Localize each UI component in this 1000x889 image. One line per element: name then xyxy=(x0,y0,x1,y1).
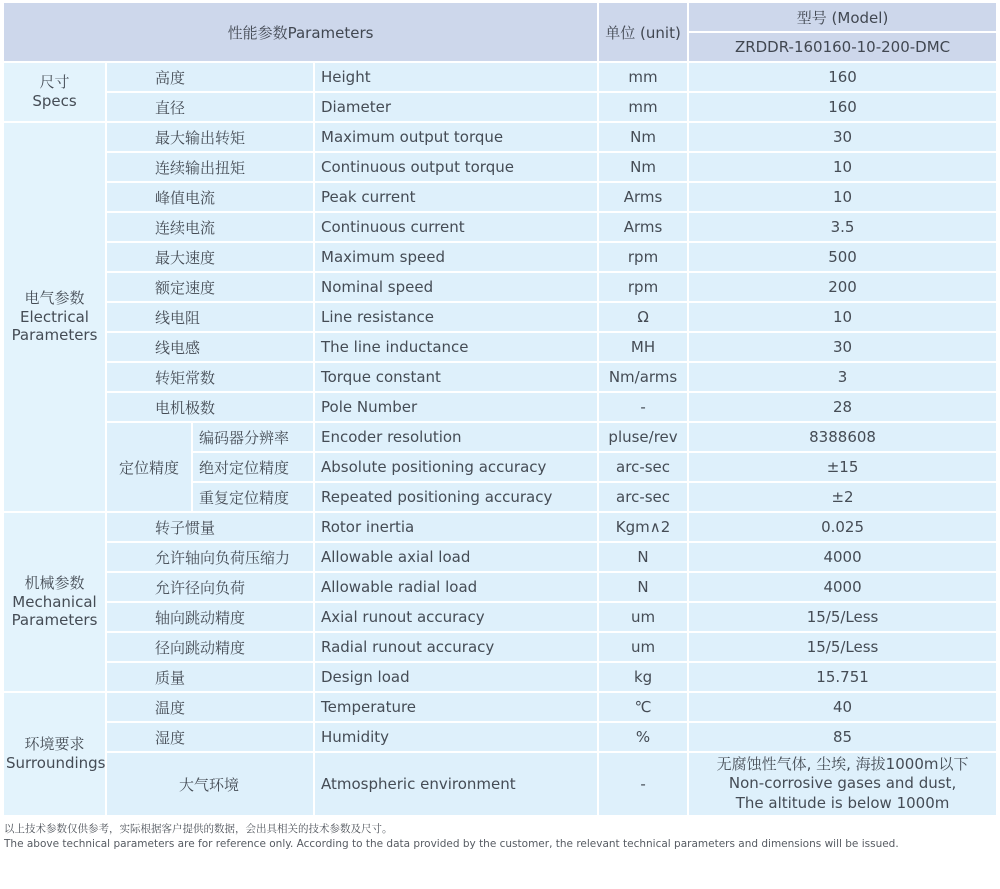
unit-value: arc-sec xyxy=(599,453,687,481)
param-name-zh: 线电感 xyxy=(107,333,313,361)
param-name-zh: 大气环境 xyxy=(107,753,313,815)
param-name-en: Maximum output torque xyxy=(315,123,597,151)
unit-value: kg xyxy=(599,663,687,691)
table-row xyxy=(4,183,996,211)
group-label-en: Electrical Parameters xyxy=(11,307,98,345)
param-name-zh: 直径 xyxy=(107,93,313,121)
subgroup-label: 定位精度 xyxy=(107,423,191,511)
unit-value: N xyxy=(599,573,687,601)
param-name-en: Axial runout accuracy xyxy=(315,603,597,631)
param-value: 10 xyxy=(689,153,996,181)
param-value: ±15 xyxy=(689,453,996,481)
param-name-en: Diameter xyxy=(315,93,597,121)
param-value: 200 xyxy=(689,273,996,301)
param-name-en: Encoder resolution xyxy=(315,423,597,451)
param-value: 160 xyxy=(689,63,996,91)
param-value-line: Non-corrosive gases and dust, xyxy=(728,774,957,793)
unit-value: pluse/rev xyxy=(599,423,687,451)
param-name-zh: 重复定位精度 xyxy=(193,483,313,511)
param-name-en: Torque constant xyxy=(315,363,597,391)
table-row xyxy=(4,513,996,541)
param-name-zh: 转矩常数 xyxy=(107,363,313,391)
unit-value: Nm/arms xyxy=(599,363,687,391)
footnote-en: The above technical parameters are for reference only. According to the data provided by the customer, the relevant technical parameters and dimensions will be issued. xyxy=(4,838,899,851)
table-row xyxy=(4,543,996,571)
table-row xyxy=(4,723,996,751)
param-name-en: Humidity xyxy=(315,723,597,751)
row-group-label xyxy=(4,123,105,511)
table-row xyxy=(4,63,996,91)
param-value: 4000 xyxy=(689,573,996,601)
param-value: 10 xyxy=(689,303,996,331)
unit-value: arc-sec xyxy=(599,483,687,511)
unit-header-cell: 单位 (unit) xyxy=(599,3,687,61)
group-label-en: Surroundings xyxy=(6,754,105,772)
param-value: 40 xyxy=(689,693,996,721)
unit-value: mm xyxy=(599,93,687,121)
footnote-zh: 以上技术参数仅供参考，实际根据客户提供的数据，会出具相关的技术参数及尺寸。 xyxy=(4,823,393,835)
param-name-en: Height xyxy=(315,63,597,91)
param-name-en: Peak current xyxy=(315,183,597,211)
param-name-zh: 转子惯量 xyxy=(107,513,313,541)
param-name-zh: 高度 xyxy=(107,63,313,91)
table-row xyxy=(4,663,996,691)
param-value: 30 xyxy=(689,123,996,151)
param-name-zh: 温度 xyxy=(107,693,313,721)
table-row xyxy=(4,573,996,601)
unit-value: Kgm∧2 xyxy=(599,513,687,541)
table-row xyxy=(4,693,996,721)
param-value-line: 无腐蚀性气体, 尘埃, 海拔1000m以下 xyxy=(716,754,969,773)
unit-value: MH xyxy=(599,333,687,361)
footnotes xyxy=(4,822,998,852)
table-row xyxy=(4,363,996,391)
param-name-zh: 最大速度 xyxy=(107,243,313,271)
param-name-en: Temperature xyxy=(315,693,597,721)
unit-value: % xyxy=(599,723,687,751)
param-name-zh: 峰值电流 xyxy=(107,183,313,211)
param-value: 3 xyxy=(689,363,996,391)
group-label-zh: 环境要求 xyxy=(24,735,85,754)
param-name-en: Allowable radial load xyxy=(315,573,597,601)
table-row xyxy=(4,93,996,121)
param-value: 28 xyxy=(689,393,996,421)
table-row xyxy=(4,153,996,181)
row-group-label xyxy=(4,63,105,121)
param-value: ±2 xyxy=(689,483,996,511)
param-name-en: The line inductance xyxy=(315,333,597,361)
param-name-zh: 允许轴向负荷压缩力 xyxy=(107,543,313,571)
param-value: 15/5/Less xyxy=(689,603,996,631)
table-row xyxy=(4,423,996,451)
param-name-zh: 额定速度 xyxy=(107,273,313,301)
unit-value: um xyxy=(599,633,687,661)
param-value: 10 xyxy=(689,183,996,211)
model-header-cell: 型号 (Model) xyxy=(689,3,996,31)
param-name-zh: 电机极数 xyxy=(107,393,313,421)
param-name-zh: 绝对定位精度 xyxy=(193,453,313,481)
unit-value: - xyxy=(599,753,687,815)
table-row xyxy=(4,123,996,151)
param-name-en: Line resistance xyxy=(315,303,597,331)
param-name-en: Repeated positioning accuracy xyxy=(315,483,597,511)
param-name-zh: 湿度 xyxy=(107,723,313,751)
group-label-zh: 电气参数 xyxy=(24,288,85,307)
param-name-zh: 质量 xyxy=(107,663,313,691)
param-value xyxy=(689,753,996,815)
unit-value: um xyxy=(599,603,687,631)
unit-value: Arms xyxy=(599,213,687,241)
group-label-en: Specs xyxy=(32,92,77,110)
param-name-zh: 允许径向负荷 xyxy=(107,573,313,601)
param-value: 15/5/Less xyxy=(689,633,996,661)
param-name-en: Atmospheric environment xyxy=(315,753,597,815)
unit-value: rpm xyxy=(599,273,687,301)
header-row-1 xyxy=(4,3,996,31)
unit-value: N xyxy=(599,543,687,571)
unit-value: Nm xyxy=(599,153,687,181)
param-value: 15.751 xyxy=(689,663,996,691)
unit-value: Arms xyxy=(599,183,687,211)
table-row xyxy=(4,603,996,631)
param-name-zh: 最大输出转矩 xyxy=(107,123,313,151)
table-row xyxy=(4,333,996,361)
param-name-en: Maximum speed xyxy=(315,243,597,271)
group-label-zh: 尺寸 xyxy=(39,73,70,92)
table-row xyxy=(4,633,996,661)
param-name-en: Pole Number xyxy=(315,393,597,421)
row-group-label xyxy=(4,693,105,815)
param-value: 8388608 xyxy=(689,423,996,451)
param-name-zh: 轴向跳动精度 xyxy=(107,603,313,631)
param-value: 3.5 xyxy=(689,213,996,241)
parameters-header-cell: 性能参数Parameters xyxy=(4,3,597,61)
param-name-zh: 连续电流 xyxy=(107,213,313,241)
param-name-zh: 径向跳动精度 xyxy=(107,633,313,661)
table-row xyxy=(4,303,996,331)
unit-value: ℃ xyxy=(599,693,687,721)
param-name-zh: 线电阻 xyxy=(107,303,313,331)
table-row xyxy=(4,393,996,421)
unit-value: Nm xyxy=(599,123,687,151)
param-name-zh: 编码器分辨率 xyxy=(193,423,313,451)
unit-value: rpm xyxy=(599,243,687,271)
unit-value: mm xyxy=(599,63,687,91)
param-name-en: Allowable axial load xyxy=(315,543,597,571)
param-value: 30 xyxy=(689,333,996,361)
param-name-zh: 连续输出扭矩 xyxy=(107,153,313,181)
group-label-en: Mechanical Parameters xyxy=(11,592,98,630)
group-label-zh: 机械参数 xyxy=(24,573,85,592)
model-number-cell: ZRDDR-160160-10-200-DMC xyxy=(689,33,996,61)
spec-table xyxy=(2,1,998,817)
table-row xyxy=(4,243,996,271)
param-name-en: Nominal speed xyxy=(315,273,597,301)
table-row xyxy=(4,273,996,301)
param-value: 500 xyxy=(689,243,996,271)
unit-value: Ω xyxy=(599,303,687,331)
table-row xyxy=(4,753,996,815)
param-name-en: Design load xyxy=(315,663,597,691)
param-value: 4000 xyxy=(689,543,996,571)
param-name-en: Continuous output torque xyxy=(315,153,597,181)
row-group-label xyxy=(4,513,105,691)
param-name-en: Rotor inertia xyxy=(315,513,597,541)
param-value: 85 xyxy=(689,723,996,751)
param-value: 0.025 xyxy=(689,513,996,541)
param-name-en: Radial runout accuracy xyxy=(315,633,597,661)
param-value: 160 xyxy=(689,93,996,121)
param-name-en: Absolute positioning accuracy xyxy=(315,453,597,481)
spec-table-header xyxy=(4,3,996,61)
param-name-en: Continuous current xyxy=(315,213,597,241)
param-value-line: The altitude is below 1000m xyxy=(735,793,950,812)
spec-table-body xyxy=(4,63,996,815)
table-row xyxy=(4,213,996,241)
unit-value: - xyxy=(599,393,687,421)
